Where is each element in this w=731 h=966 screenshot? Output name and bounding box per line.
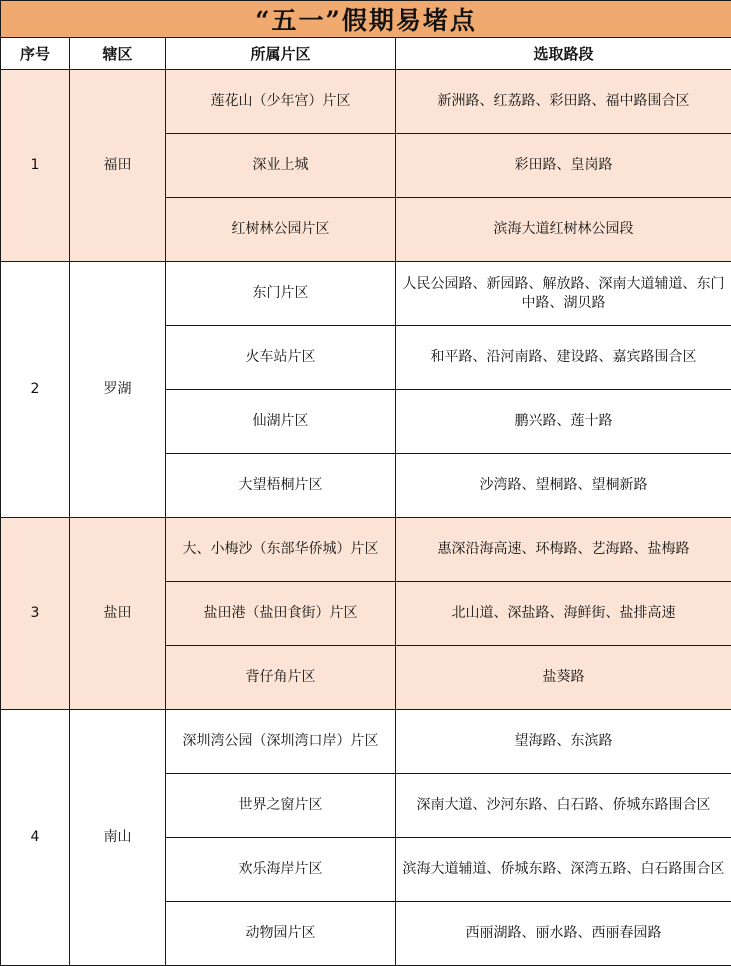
table-row	[1, 70, 731, 134]
table-row	[1, 710, 731, 774]
roads-cell: 人民公园路、新园路、解放路、深南大道辅道、东门中路、湖贝路	[396, 262, 731, 326]
title-row	[1, 1, 731, 38]
area-cell: 大、小梅沙（东部华侨城）片区	[166, 518, 396, 582]
district-cell: 盐田	[70, 518, 166, 710]
roads-cell: 西丽湖路、丽水路、西丽春园路	[396, 902, 731, 966]
area-cell: 红树林公园片区	[166, 198, 396, 262]
roads-cell: 沙湾路、望桐路、望桐新路	[396, 454, 731, 518]
roads-cell: 鹏兴路、莲十路	[396, 390, 731, 454]
header-district: 辖区	[70, 38, 166, 70]
header-area: 所属片区	[166, 38, 396, 70]
roads-cell: 北山道、深盐路、海鲜街、盐排高速	[396, 582, 731, 646]
area-cell: 东门片区	[166, 262, 396, 326]
row-number-cell: 2	[1, 262, 70, 518]
roads-cell: 彩田路、皇岗路	[396, 134, 731, 198]
roads-cell: 深南大道、沙河东路、白石路、侨城东路围合区	[396, 774, 731, 838]
table-row	[1, 262, 731, 326]
row-number-cell: 3	[1, 518, 70, 710]
roads-cell: 滨海大道红树林公园段	[396, 198, 731, 262]
area-cell: 大望梧桐片区	[166, 454, 396, 518]
area-cell: 仙湖片区	[166, 390, 396, 454]
area-cell: 背仔角片区	[166, 646, 396, 710]
header-roads: 选取路段	[396, 38, 731, 70]
area-cell: 盐田港（盐田食街）片区	[166, 582, 396, 646]
area-cell: 欢乐海岸片区	[166, 838, 396, 902]
area-cell: 世界之窗片区	[166, 774, 396, 838]
roads-cell: 滨海大道辅道、侨城东路、深湾五路、白石路围合区	[396, 838, 731, 902]
area-cell: 火车站片区	[166, 326, 396, 390]
roads-cell: 和平路、沿河南路、建设路、嘉宾路围合区	[396, 326, 731, 390]
area-cell: 深业上城	[166, 134, 396, 198]
table-body	[1, 70, 731, 966]
roads-cell: 盐葵路	[396, 646, 731, 710]
header-number: 序号	[1, 38, 70, 70]
row-number-cell: 4	[1, 710, 70, 966]
district-cell: 罗湖	[70, 262, 166, 518]
row-number-cell: 1	[1, 70, 70, 262]
area-cell: 莲花山（少年宫）片区	[166, 70, 396, 134]
header-row	[1, 38, 731, 70]
roads-cell: 新洲路、红荔路、彩田路、福中路围合区	[396, 70, 731, 134]
area-cell: 动物园片区	[166, 902, 396, 966]
area-cell: 深圳湾公园（深圳湾口岸）片区	[166, 710, 396, 774]
roads-cell: 望海路、东滨路	[396, 710, 731, 774]
roads-cell: 惠深沿海高速、环梅路、艺海路、盐梅路	[396, 518, 731, 582]
district-cell: 南山	[70, 710, 166, 966]
district-cell: 福田	[70, 70, 166, 262]
table-title: “五一”假期易堵点	[1, 1, 731, 38]
table-row	[1, 518, 731, 582]
